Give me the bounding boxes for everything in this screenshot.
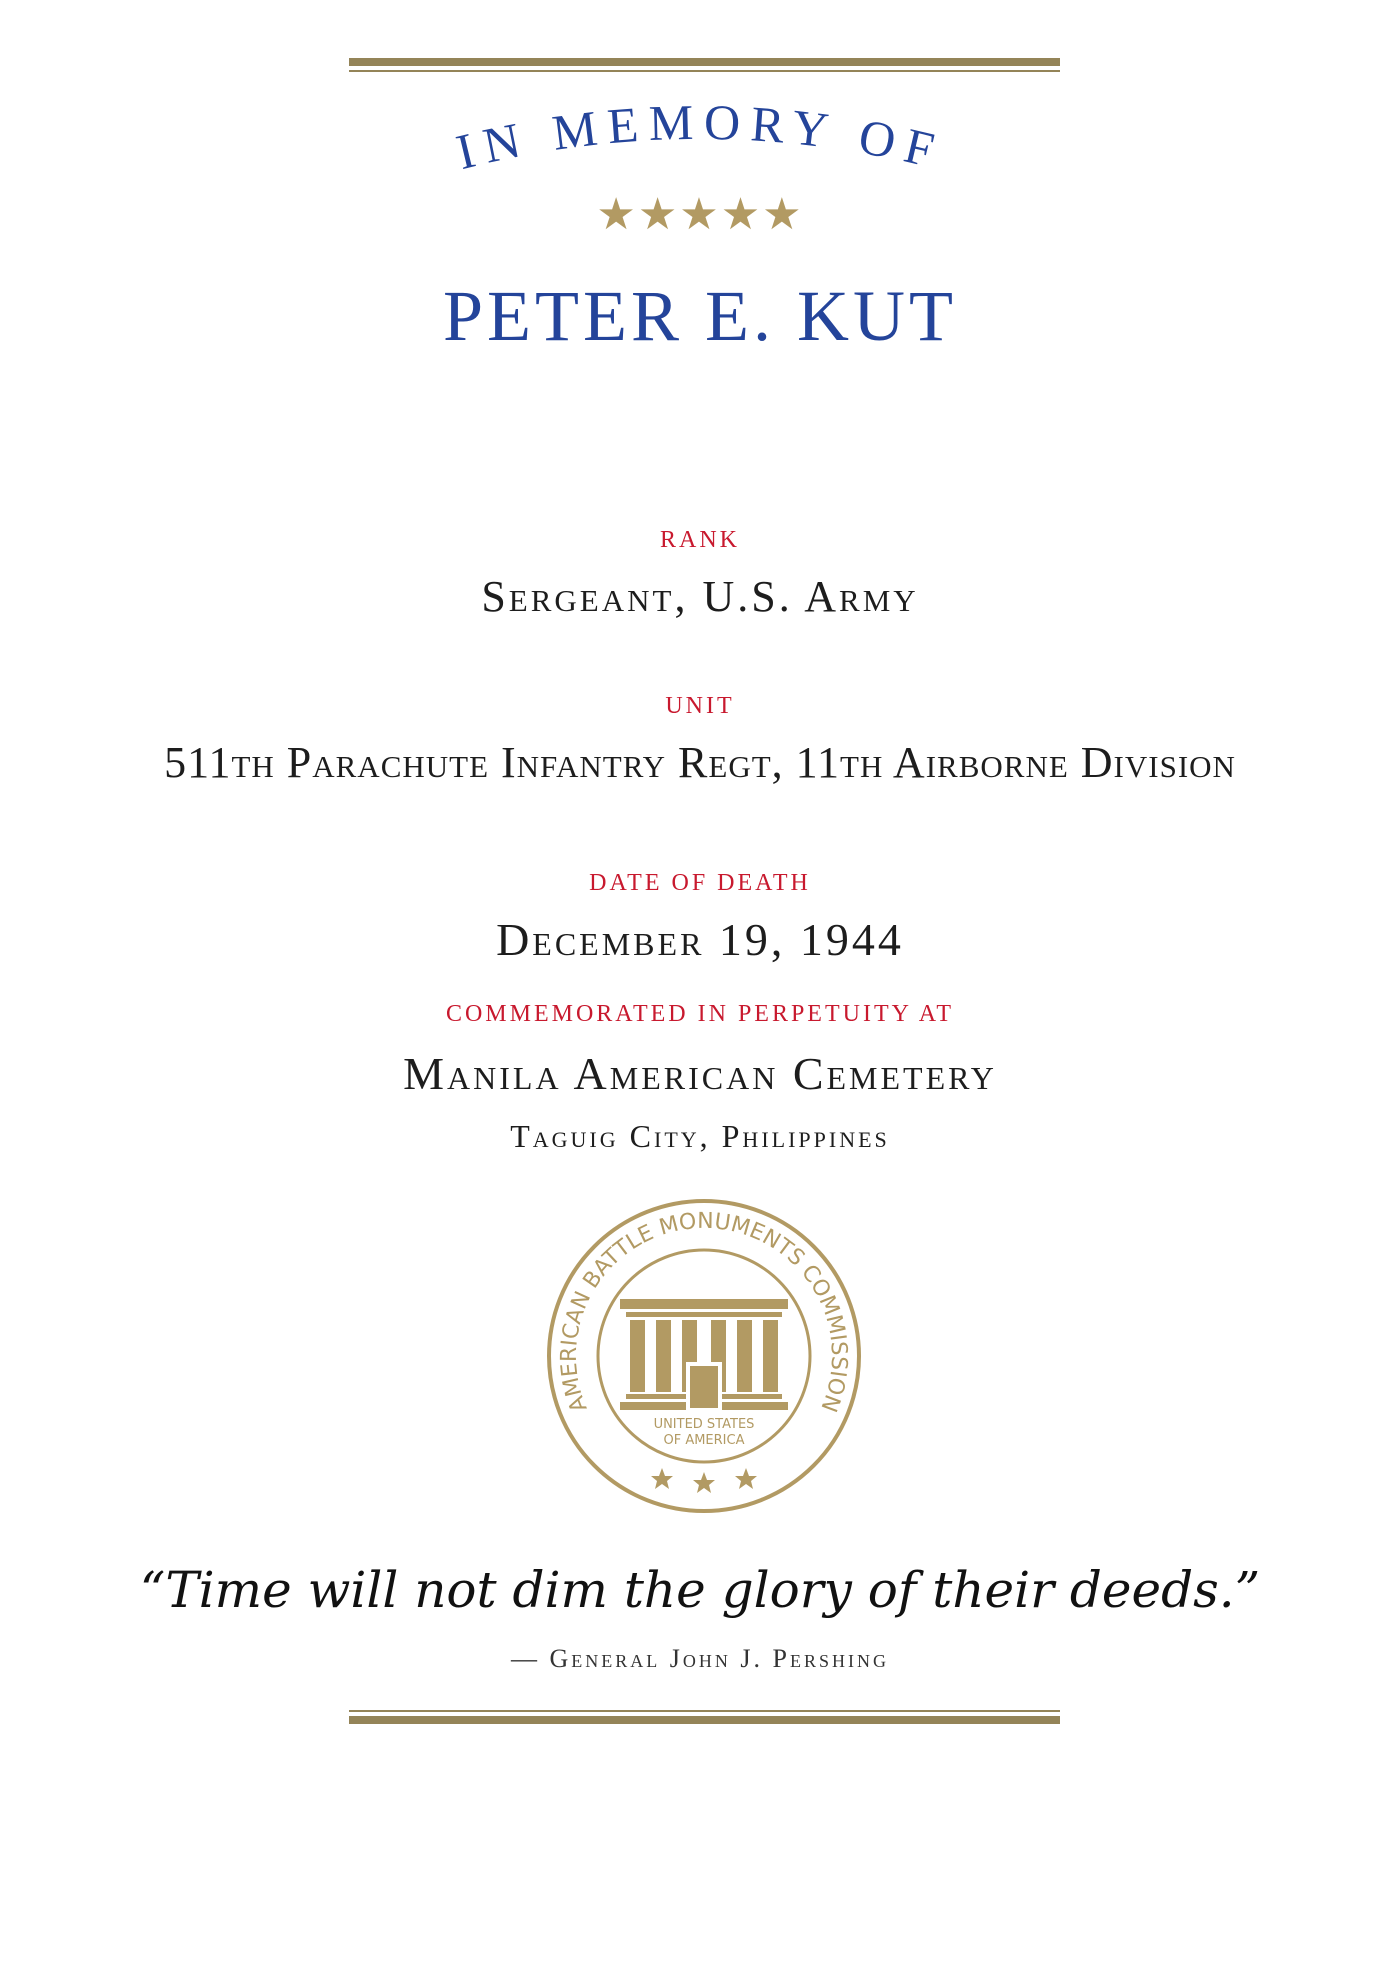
seal-inner-line1: UNITED STATES bbox=[653, 1417, 755, 1432]
unit-label: UNIT bbox=[665, 693, 735, 719]
stars: ★★★★★ bbox=[596, 189, 804, 240]
deceased-name: PETER E. KUT bbox=[443, 276, 957, 356]
seal-ring-text: AMERICAN BATTLE MONUMENTS COMMISSION bbox=[556, 1208, 852, 1416]
commemorated-label: COMMEMORATED IN PERPETUITY AT bbox=[445, 1001, 955, 1027]
unit-value: 511th Parachute Infantry Regt, 11th Airborne Division bbox=[164, 738, 1236, 787]
top-rule-thick bbox=[349, 58, 1060, 66]
bottom-rule-thin bbox=[349, 1710, 1060, 1712]
top-rule-thin bbox=[349, 70, 1060, 72]
header-title: IN MEMORY OF bbox=[450, 93, 949, 181]
bottom-rule-thick bbox=[349, 1716, 1060, 1724]
header-title-arc bbox=[400, 93, 1000, 184]
cemetery-name: Manila American Cemetery bbox=[403, 1048, 997, 1099]
rank-value: Sergeant, U.S. Army bbox=[481, 572, 919, 621]
rank-label: RANK bbox=[659, 527, 740, 553]
svg-text:IN MEMORY OF bbox=[451, 94, 949, 180]
cemetery-location: Taguig City, Philippines bbox=[510, 1118, 890, 1154]
date-of-death-value: December 19, 1944 bbox=[496, 914, 904, 965]
seal-stars-icon bbox=[651, 1468, 757, 1493]
seal-inner-line2: OF AMERICA bbox=[663, 1433, 745, 1448]
date-of-death-label: DATE OF DEATH bbox=[589, 870, 811, 896]
quote-text: “Time will not dim the glory of their deeds.” bbox=[139, 1561, 1261, 1619]
quote-attribution: — General John J. Pershing bbox=[511, 1644, 889, 1673]
abmc-seal bbox=[544, 1196, 864, 1516]
